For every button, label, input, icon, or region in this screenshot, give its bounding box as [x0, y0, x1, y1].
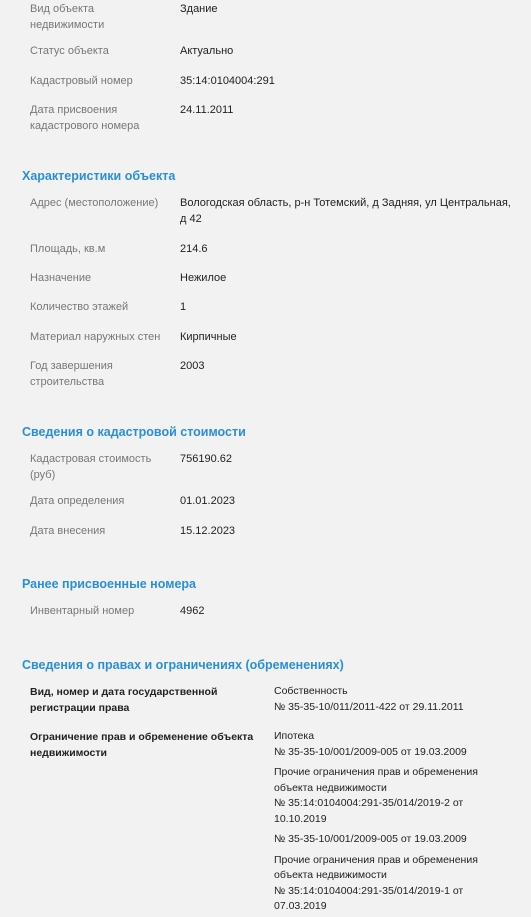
purpose-label: Назначение: [30, 272, 92, 284]
purpose-value: Нежилое: [180, 272, 227, 284]
restriction-number-other-2: № 35:14:0104004:291-35/014/2019-1 от 07.03.2019: [274, 884, 464, 912]
inventory-number-value: 4962: [180, 605, 205, 617]
registration-type: Собственность: [274, 685, 348, 697]
restriction-value: [274, 729, 519, 915]
cadastral-cost-value: 756190.62: [180, 453, 232, 465]
wall-material-label: Материал наружных стен: [30, 331, 161, 343]
determination-date-value: 01.01.2023: [180, 495, 236, 507]
area-label: Площадь, кв.м: [30, 243, 106, 255]
entry-date-value: 15.12.2023: [180, 525, 236, 537]
rights-title: Сведения о правах и ограничениях (обременениях): [22, 658, 344, 672]
inventory-number-label: Инвентарный номер: [30, 605, 135, 617]
restriction-type-mortgage: Ипотека: [274, 730, 315, 742]
object-status-value: Актуально: [180, 45, 234, 57]
floors-value: 1: [180, 301, 187, 313]
restriction-label: Ограничение прав и обременение объекта недвижимости: [30, 731, 254, 759]
determination-date-label: Дата определения: [30, 495, 125, 507]
build-year-value: 2003: [180, 360, 205, 372]
restriction-type-other-1: Прочие ограничения прав и обременения объекта недвижимости: [274, 766, 478, 794]
object-type-value: Здание: [180, 3, 218, 15]
cadastral-date-label: Дата присвоения кадастрового номера: [30, 104, 140, 132]
restriction-number-mortgage-2: № 35-35-10/001/2009-005 от 19.03.2009: [274, 833, 467, 845]
restriction-number-mortgage: № 35-35-10/001/2009-005 от 19.03.2009: [274, 745, 467, 758]
build-year-label: Год завершения строительства: [30, 360, 113, 388]
address-label: Адрес (местоположение): [30, 197, 159, 209]
area-value: 214.6: [180, 243, 208, 255]
object-type-label: Вид объекта недвижимости: [30, 3, 105, 31]
floors-label: Количество этажей: [30, 301, 129, 313]
entry-date-label: Дата внесения: [30, 525, 106, 537]
wall-material-value: Кирпичные: [180, 331, 237, 343]
cadastral-number-value: 35:14:0104004:291: [180, 75, 275, 87]
cadastral-value-title: Сведения о кадастровой стоимости: [22, 425, 246, 439]
registration-label: Вид, номер и дата государственной регистрации права: [30, 686, 218, 714]
restriction-number-other-1: № 35:14:0104004:291-35/014/2019-2 от 10.10.2019: [274, 797, 464, 825]
characteristics-title: Характеристики объекта: [22, 169, 176, 183]
cadastral-number-label: Кадастровый номер: [30, 75, 133, 87]
restriction-type-other-2: Прочие ограничения прав и обременения объекта недвижимости: [274, 853, 478, 881]
object-status-label: Статус объекта: [30, 45, 109, 57]
address-value: Вологодская область, р-н Тотемский, д Задняя, ул Центральная, д 42: [180, 197, 511, 225]
previous-numbers-title: Ранее присвоенные номера: [22, 577, 196, 591]
cadastral-date-value: 24.11.2011: [180, 104, 234, 116]
registration-number: № 35-35-10/011/2011-422 от 29.11.2011: [274, 700, 464, 713]
cadastral-cost-label: Кадастровая стоимость (руб): [30, 453, 152, 481]
registration-value: [274, 684, 519, 715]
